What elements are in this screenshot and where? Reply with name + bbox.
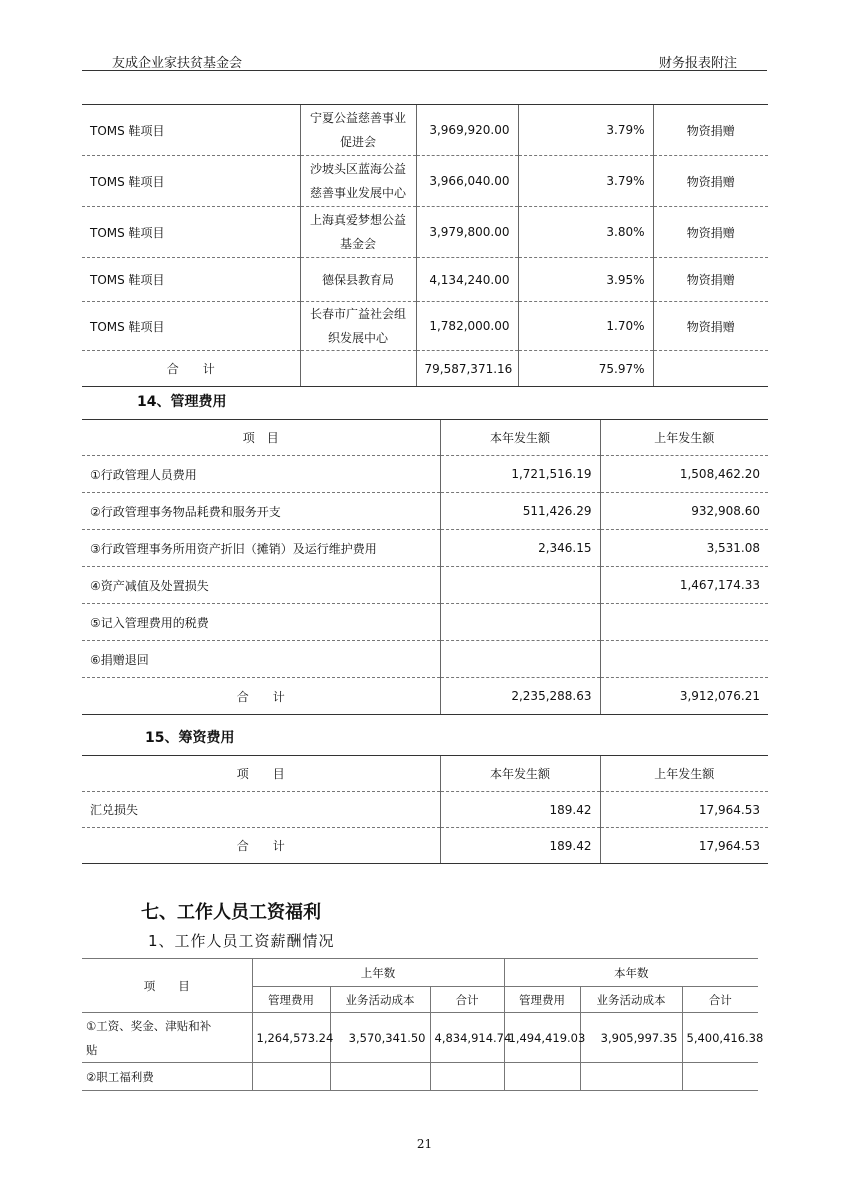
type-cell: 物资捐赠 bbox=[653, 302, 768, 351]
project-cell: TOMS 鞋项目 bbox=[82, 207, 300, 258]
total-amount: 79,587,371.16 bbox=[416, 351, 518, 387]
header-cur-year: 本年数 bbox=[504, 959, 758, 987]
type-cell: 物资捐赠 bbox=[653, 258, 768, 302]
recipient-cell bbox=[300, 302, 416, 351]
recipient-line: 织发展中心 bbox=[327, 331, 388, 345]
total-row bbox=[82, 828, 768, 864]
ratio-cell: 3.79% bbox=[518, 105, 653, 156]
amount-cell: 1,782,000.00 bbox=[416, 302, 518, 351]
recipient-line: 上海真爱梦想公益 bbox=[309, 213, 406, 227]
current-cell: 1,721,516.19 bbox=[440, 456, 600, 493]
total-row bbox=[82, 678, 768, 715]
total-label: 合 计 bbox=[82, 828, 440, 864]
total-previous: 3,912,076.21 bbox=[600, 678, 768, 715]
header-org: 友成企业家扶贫基金会 bbox=[112, 56, 243, 71]
previous-cell: 17,964.53 bbox=[600, 792, 768, 828]
item-cell bbox=[82, 1013, 252, 1063]
value-cell bbox=[252, 1063, 330, 1091]
total-current: 2,235,288.63 bbox=[440, 678, 600, 715]
admin-expense-table bbox=[82, 419, 768, 715]
item-line: ①工资、奖金、津贴和补 bbox=[86, 1018, 212, 1033]
total-label: 合 计 bbox=[82, 678, 440, 715]
item-cell: 汇兑损失 bbox=[82, 792, 440, 828]
table-row bbox=[82, 792, 768, 828]
item-cell: ⑥捐赠退回 bbox=[82, 641, 440, 678]
table-row bbox=[82, 258, 768, 302]
value-cell bbox=[682, 1063, 758, 1091]
page-number: 21 bbox=[416, 1137, 433, 1151]
header-row bbox=[82, 420, 768, 456]
section-15-title: 15、筹资费用 bbox=[145, 730, 235, 746]
item-cell: ⑤记入管理费用的税费 bbox=[82, 604, 440, 641]
table-row bbox=[82, 302, 768, 351]
previous-cell: 1,467,174.33 bbox=[600, 567, 768, 604]
current-cell: 2,346.15 bbox=[440, 530, 600, 567]
table-row bbox=[82, 641, 768, 678]
table-row bbox=[82, 1063, 758, 1091]
project-cell: TOMS 鞋项目 bbox=[82, 258, 300, 302]
total-previous: 17,964.53 bbox=[600, 828, 768, 864]
recipient-cell bbox=[300, 207, 416, 258]
empty-cell bbox=[300, 351, 416, 387]
recipient-line: 基金会 bbox=[339, 237, 376, 251]
salary-table bbox=[82, 958, 764, 1091]
table-row bbox=[82, 493, 768, 530]
current-cell: 189.42 bbox=[440, 792, 600, 828]
ratio-cell: 3.79% bbox=[518, 156, 653, 207]
item-cell: ④资产减值及处置损失 bbox=[82, 567, 440, 604]
table-row bbox=[82, 1013, 758, 1063]
project-cell: TOMS 鞋项目 bbox=[82, 302, 300, 351]
current-cell bbox=[440, 567, 600, 604]
table-row bbox=[82, 604, 768, 641]
header-previous: 上年发生额 bbox=[600, 420, 768, 456]
header-item: 项 目 bbox=[82, 959, 252, 1013]
header-previous: 上年发生额 bbox=[600, 756, 768, 792]
value-cell: 5,400,416.38 bbox=[682, 1013, 758, 1063]
header-col: 合计 bbox=[682, 987, 758, 1013]
section-7-title: 七、工作人员工资福利 bbox=[141, 902, 321, 923]
recipient-cell bbox=[300, 156, 416, 207]
section-7-subtitle: 1、工作人员工资薪酬情况 bbox=[148, 932, 335, 950]
value-cell: 1,494,419.03 bbox=[504, 1013, 580, 1063]
recipient-line: 德保县教育局 bbox=[321, 272, 394, 287]
type-cell: 物资捐赠 bbox=[653, 207, 768, 258]
value-cell bbox=[504, 1063, 580, 1091]
current-cell bbox=[440, 641, 600, 678]
header-col: 业务活动成本 bbox=[330, 987, 430, 1013]
amount-cell: 4,134,240.00 bbox=[416, 258, 518, 302]
total-label: 合 计 bbox=[82, 351, 300, 387]
ratio-cell: 3.80% bbox=[518, 207, 653, 258]
previous-cell: 932,908.60 bbox=[600, 493, 768, 530]
recipient-line: 长春市广益社会组 bbox=[309, 307, 406, 321]
table-row bbox=[82, 567, 768, 604]
value-cell: 4,834,914.74 bbox=[430, 1013, 504, 1063]
table-row bbox=[82, 456, 768, 493]
recipient-cell bbox=[300, 105, 416, 156]
value-cell bbox=[430, 1063, 504, 1091]
header-rule bbox=[82, 70, 767, 71]
header-item: 项 目 bbox=[82, 420, 440, 456]
item-line: 贴 bbox=[86, 1042, 98, 1057]
type-cell: 物资捐赠 bbox=[653, 156, 768, 207]
previous-cell bbox=[600, 604, 768, 641]
recipient-line: 宁夏公益慈善事业 bbox=[309, 111, 406, 125]
header-col: 管理费用 bbox=[504, 987, 580, 1013]
amount-cell: 3,966,040.00 bbox=[416, 156, 518, 207]
header-item: 项 目 bbox=[82, 756, 440, 792]
current-cell bbox=[440, 604, 600, 641]
recipient-cell bbox=[300, 258, 416, 302]
header-prev-year: 上年数 bbox=[252, 959, 504, 987]
table-row bbox=[82, 156, 768, 207]
value-cell: 3,570,341.50 bbox=[330, 1013, 430, 1063]
item-cell bbox=[82, 1063, 252, 1091]
table-row bbox=[82, 207, 768, 258]
section-14-title: 14、管理费用 bbox=[137, 394, 227, 410]
total-row bbox=[82, 351, 768, 387]
recipient-line: 沙坡头区蓝海公益 bbox=[309, 162, 406, 176]
item-cell: ①行政管理人员费用 bbox=[82, 456, 440, 493]
previous-cell: 1,508,462.20 bbox=[600, 456, 768, 493]
header-doc-title: 财务报表附注 bbox=[658, 56, 737, 71]
amount-cell: 3,979,800.00 bbox=[416, 207, 518, 258]
value-cell bbox=[580, 1063, 682, 1091]
previous-cell: 3,531.08 bbox=[600, 530, 768, 567]
header-row bbox=[82, 756, 768, 792]
project-cell: TOMS 鞋项目 bbox=[82, 156, 300, 207]
empty-cell bbox=[653, 351, 768, 387]
item-line: ②职工福利费 bbox=[86, 1069, 154, 1084]
value-cell bbox=[330, 1063, 430, 1091]
type-cell: 物资捐赠 bbox=[653, 105, 768, 156]
donation-table bbox=[82, 104, 768, 387]
amount-cell: 3,969,920.00 bbox=[416, 105, 518, 156]
header-col: 合计 bbox=[430, 987, 504, 1013]
previous-cell bbox=[600, 641, 768, 678]
header-row bbox=[82, 959, 758, 987]
recipient-line: 促进会 bbox=[339, 135, 376, 149]
header-current: 本年发生额 bbox=[440, 756, 600, 792]
header-current: 本年发生额 bbox=[440, 420, 600, 456]
ratio-cell: 3.95% bbox=[518, 258, 653, 302]
table-row bbox=[82, 530, 768, 567]
header-col: 业务活动成本 bbox=[580, 987, 682, 1013]
fundraising-expense-table bbox=[82, 755, 768, 864]
item-cell: ③行政管理事务所用资产折旧（摊销）及运行维护费用 bbox=[82, 530, 440, 567]
value-cell: 1,264,573.24 bbox=[252, 1013, 330, 1063]
total-current: 189.42 bbox=[440, 828, 600, 864]
header-col: 管理费用 bbox=[252, 987, 330, 1013]
value-cell: 3,905,997.35 bbox=[580, 1013, 682, 1063]
recipient-line: 慈善事业发展中心 bbox=[309, 186, 406, 200]
ratio-cell: 1.70% bbox=[518, 302, 653, 351]
current-cell: 511,426.29 bbox=[440, 493, 600, 530]
total-ratio: 75.97% bbox=[518, 351, 653, 387]
item-cell: ②行政管理事务物品耗费和服务开支 bbox=[82, 493, 440, 530]
table-row bbox=[82, 105, 768, 156]
project-cell: TOMS 鞋项目 bbox=[82, 105, 300, 156]
